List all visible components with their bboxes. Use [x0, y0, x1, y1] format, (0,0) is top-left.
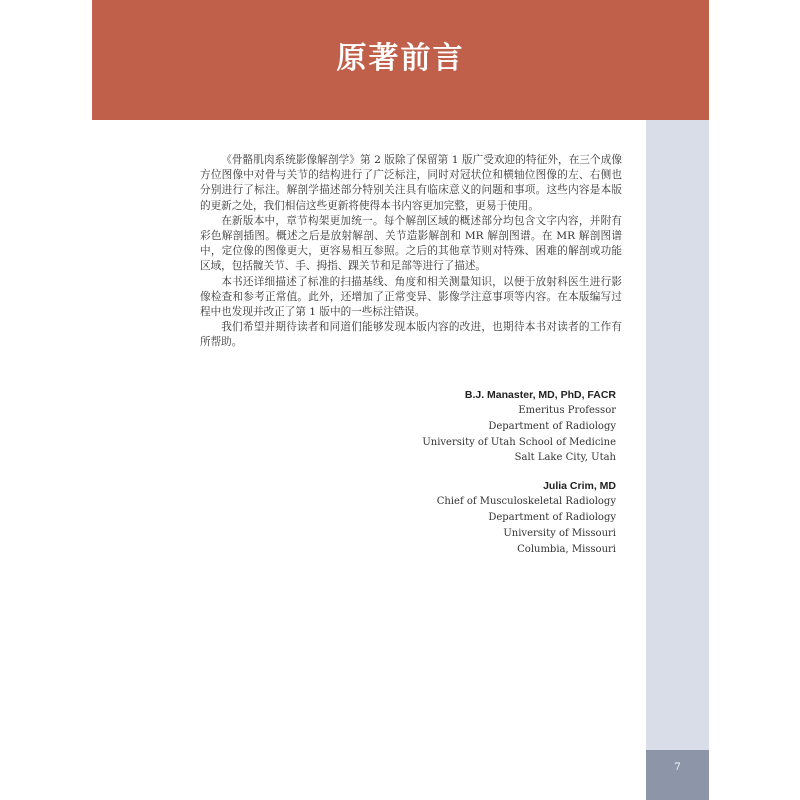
header-band: [92, 0, 709, 120]
author-affiliation-line: Chief of Musculoskeletal Radiology: [436, 496, 616, 508]
author-name: Julia Crim, MD: [543, 480, 616, 493]
author-affiliation-line: Emeritus Professor: [518, 405, 616, 416]
paragraph: 我们希望并期待读者和同道们能够发现本版内容的改进，也期待本书对读者的工作有所帮助。: [200, 321, 622, 349]
author-affiliation-line: Department of Radiology: [488, 420, 616, 432]
author-block: [400, 479, 616, 557]
preface-body: [200, 153, 622, 351]
page-number-box: [646, 750, 709, 800]
author-affiliation-line: Columbia, Missouri: [517, 543, 616, 555]
side-band: [646, 120, 709, 750]
author-affiliation-line: Salt Lake City, Utah: [514, 452, 616, 464]
author-affiliation-line: University of Utah School of Medicine: [422, 436, 616, 448]
page-number: 7: [674, 762, 681, 773]
paragraph: 在新版本中，章节构架更加统一。每个解剖区域的概述部分均包含文字内容，并附有彩色解剖插图。概述之后是放射解剖、关节造影解剖和 MR 解剖图谱。在 MR 解剖图谱中，定位像的图像更大，更容易相互参照。之后的其他章节则对特殊、困难的解剖或功能区域，包括髋关节、手、拇指、踝关节和足部等进行了描述。: [200, 214, 622, 273]
author-name: B.J. Manaster, MD, PhD, FACR: [464, 389, 616, 401]
author-affiliation-line: Department of Radiology: [488, 511, 616, 523]
paragraph: 本书还详细描述了标准的扫描基线、角度和相关测量知识，以便于放射科医生进行影像检查和参考正常值。此外，还增加了正常变异、影像学注意事项等内容。在本版编写过程中也发现并改正了第 1 版中的一些标注错误。: [200, 275, 622, 319]
author-affiliation-line: University of Missouri: [503, 527, 616, 539]
author-signatures: [400, 388, 616, 557]
author-block: [400, 388, 616, 466]
paragraph: 《骨骼肌肉系统影像解剖学》第 2 版除了保留第 1 版广受欢迎的特征外，在三个成像方位图像中对骨与关节的结构进行了广泛标注，同时对冠状位和横轴位图像的左、右侧也分别进行了标注。解剖学描述部分特别关注具有临床意义的问题和事项。这些内容是本版的更新之处，我们相信这些更新将使得本书内容更加完整，更易于使用。: [200, 154, 622, 212]
page-title: 原著前言: [336, 41, 465, 76]
